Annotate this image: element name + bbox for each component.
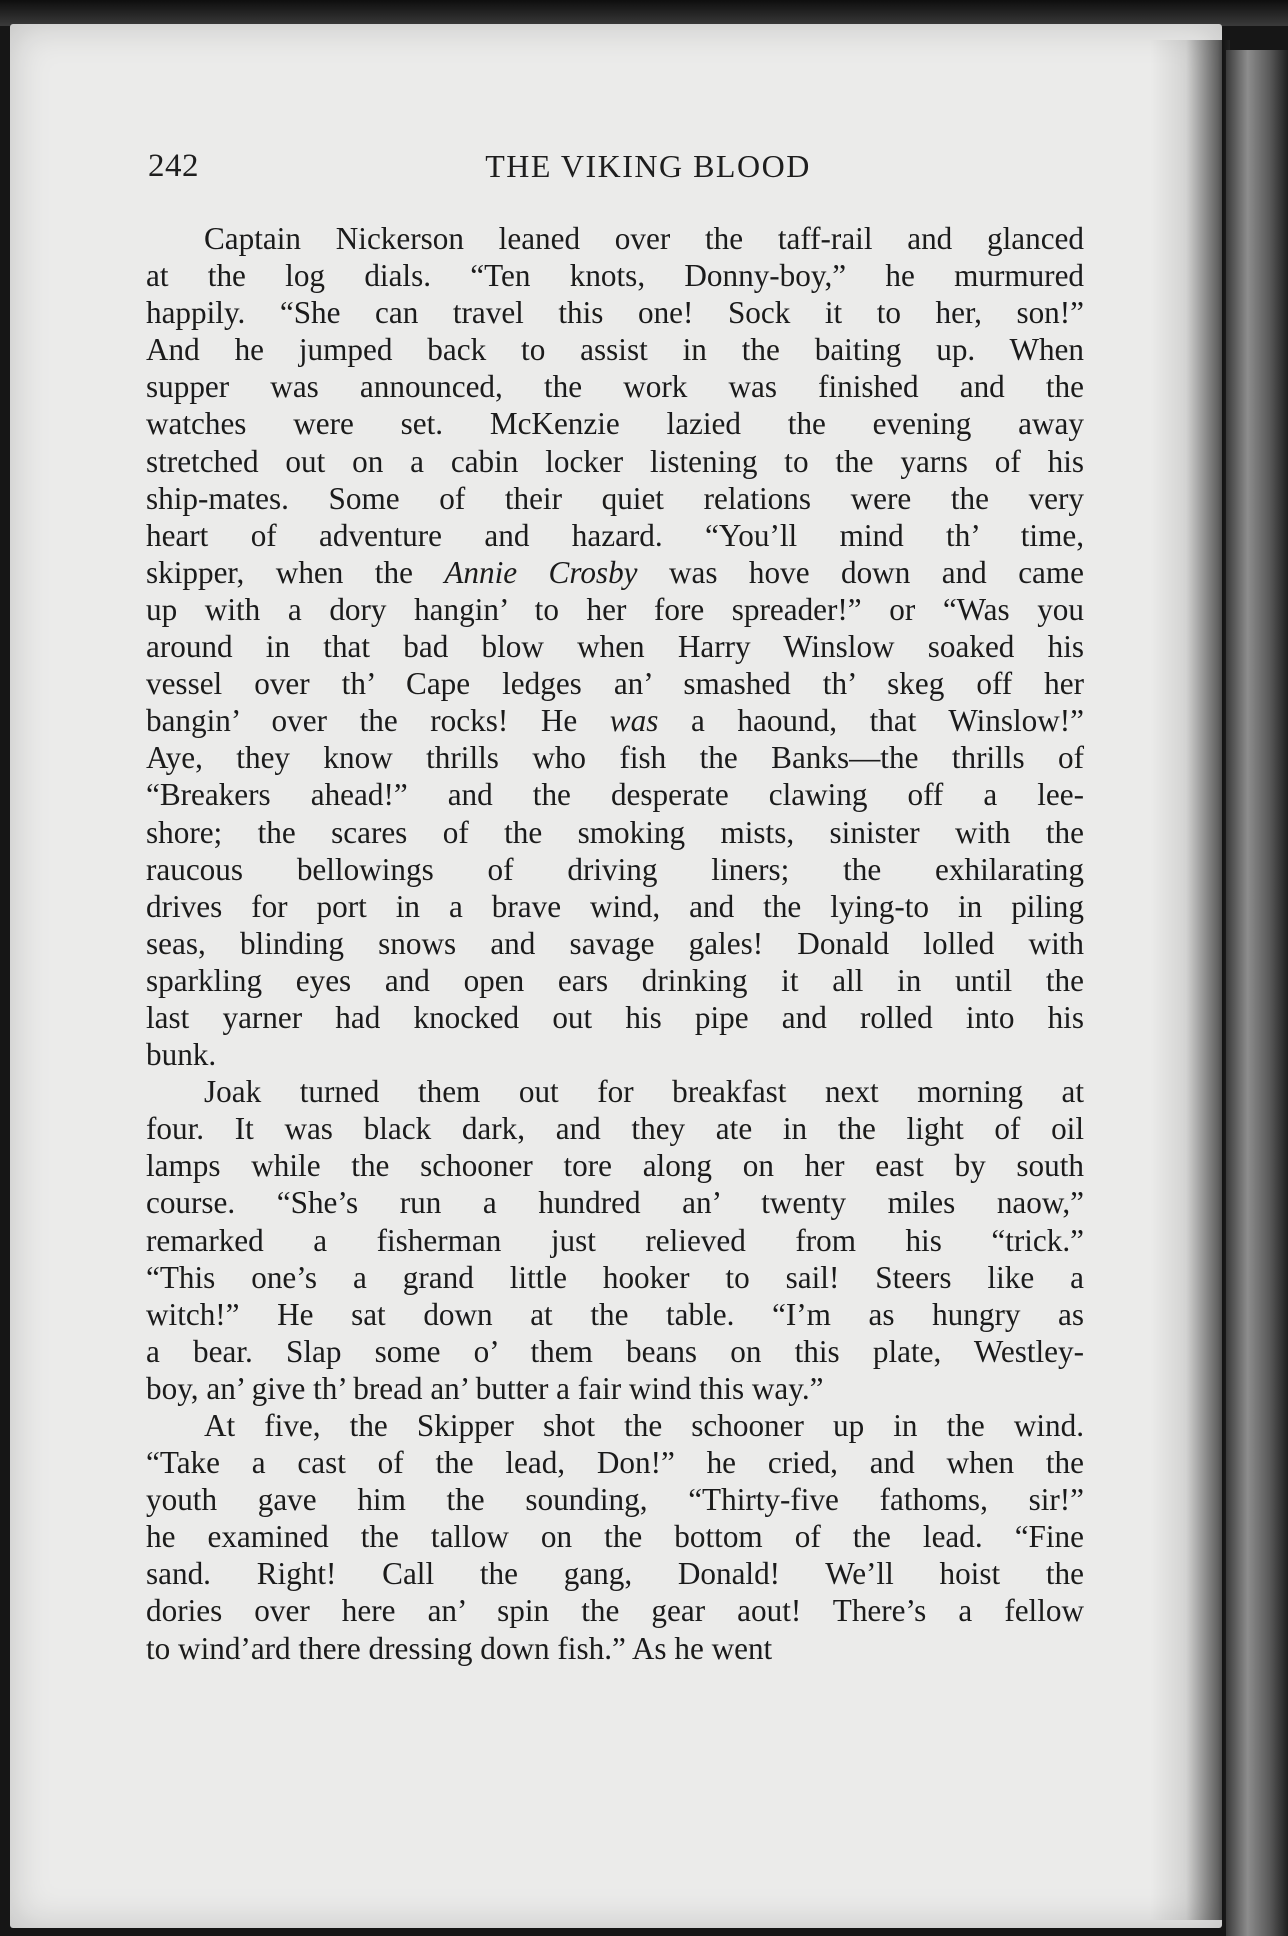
text-line — [146, 739, 1084, 776]
text-line — [146, 702, 1084, 739]
body-text — [146, 220, 1084, 1667]
text-segment: a haound, that Winslow!” — [658, 703, 1084, 739]
text-segment: remarked a fisherman just relieved from his “trick.” — [146, 1222, 1084, 1258]
text-line — [146, 1147, 1084, 1184]
text-segment: “This one’s a grand little hooker to sail! Steers like a — [146, 1259, 1084, 1295]
text-segment: drives for port in a brave wind, and the lying-to in piling — [146, 888, 1084, 924]
text-line — [146, 1333, 1084, 1370]
text-line — [146, 591, 1084, 628]
text-segment: vessel over th’ Cape ledges an’ smashed th’ skeg off her — [146, 666, 1084, 702]
text-segment: seas, blinding snows and savage gales! Donald lolled with — [146, 925, 1084, 961]
text-line — [146, 1184, 1084, 1221]
text-segment: to wind’ard there dressing down fish.” As he went — [146, 1630, 773, 1666]
text-line — [146, 1259, 1084, 1296]
text-segment: up with a dory hangin’ to her fore spreader!” or “Was you — [146, 591, 1084, 627]
text-line — [146, 1407, 1084, 1444]
text-line — [146, 628, 1084, 665]
text-segment: dories over here an’ spin the gear aout! There’s a fellow — [146, 1593, 1084, 1629]
text-segment: skipper, when the — [146, 554, 445, 590]
text-line — [146, 851, 1084, 888]
text-line — [146, 1481, 1084, 1518]
text-line — [146, 1592, 1084, 1629]
page-number: 242 — [148, 148, 199, 184]
text-line — [146, 1444, 1084, 1481]
book-spine — [1226, 50, 1288, 1936]
text-line — [146, 925, 1084, 962]
text-segment: watches were set. McKenzie lazied the evening away — [146, 406, 1084, 442]
text-line — [146, 814, 1084, 851]
text-segment: he examined the tallow on the bottom of the lead. “Fine — [146, 1519, 1084, 1555]
text-segment: sparkling eyes and open ears drinking it all in until the — [146, 962, 1084, 998]
italic-text: Annie Crosby — [444, 554, 638, 590]
text-segment: Captain Nickerson leaned over the taff-rail and glanced — [204, 221, 1084, 256]
text-line — [146, 888, 1084, 925]
text-line — [146, 1370, 1084, 1407]
text-line — [146, 665, 1084, 702]
text-line — [146, 999, 1084, 1036]
text-line — [146, 1036, 1084, 1073]
text-segment: ship-mates. Some of their quiet relations were the very — [146, 480, 1084, 516]
text-segment: lamps while the schooner tore along on her east by south — [146, 1148, 1084, 1184]
text-line — [146, 1630, 1084, 1667]
text-segment: stretched out on a cabin locker listening to the yarns of his — [146, 443, 1084, 479]
text-line — [146, 220, 1084, 257]
text-segment: around in that bad blow when Harry Winslow soaked his — [146, 629, 1084, 665]
text-segment: witch!” He sat down at the table. “I’m as hungry as — [146, 1296, 1084, 1332]
text-line — [146, 554, 1084, 591]
text-segment: “Breakers ahead!” and the desperate clawing off a lee- — [146, 777, 1084, 813]
paragraph — [146, 220, 1084, 1073]
scan-top-edge — [0, 0, 1288, 26]
text-line — [146, 962, 1084, 999]
text-line — [146, 480, 1084, 517]
text-segment: raucous bellowings of driving liners; the exhilarating — [146, 851, 1084, 887]
paragraph — [146, 1073, 1084, 1407]
text-segment: boy, an’ give th’ bread an’ butter a fair wind this way.” — [146, 1370, 824, 1406]
page-header — [148, 148, 1088, 198]
italic-text: was — [609, 703, 659, 739]
paragraph — [146, 1407, 1084, 1667]
text-line — [146, 294, 1084, 331]
text-line — [146, 331, 1084, 368]
text-segment: last yarner had knocked out his pipe and rolled into his — [146, 999, 1084, 1035]
text-line — [146, 1555, 1084, 1592]
text-line — [146, 1073, 1084, 1110]
text-line — [146, 1296, 1084, 1333]
text-segment: shore; the scares of the smoking mists, sinister with the — [146, 814, 1084, 850]
text-line — [146, 1110, 1084, 1147]
text-line — [146, 257, 1084, 294]
text-segment: bangin’ over the rocks! He — [146, 703, 610, 739]
text-segment: “Take a cast of the lead, Don!” he cried, and when the — [146, 1445, 1084, 1481]
text-line — [146, 517, 1084, 554]
text-segment: sand. Right! Call the gang, Donald! We’ll hoist the — [146, 1556, 1084, 1592]
text-segment: course. “She’s run a hundred an’ twenty miles naow,” — [146, 1185, 1084, 1221]
text-segment: supper was announced, the work was finished and the — [146, 369, 1084, 405]
text-segment: youth gave him the sounding, “Thirty-five fathoms, sir!” — [146, 1482, 1084, 1518]
text-segment: happily. “She can travel this one! Sock it to her, son!” — [146, 295, 1084, 331]
running-head: THE VIKING BLOOD — [485, 148, 811, 184]
text-line — [146, 405, 1084, 442]
text-segment: Aye, they know thrills who fish the Banks—the thrills of — [146, 740, 1084, 776]
text-segment: bunk. — [146, 1037, 217, 1073]
text-line — [146, 443, 1084, 480]
text-segment: was hove down and came — [637, 554, 1085, 590]
text-line — [146, 368, 1084, 405]
text-segment: heart of adventure and hazard. “You’ll mind th’ time, — [146, 517, 1084, 553]
text-segment: At five, the Skipper shot the schooner up in the wind. — [204, 1408, 1084, 1443]
text-segment: at the log dials. “Ten knots, Donny-boy,” he murmured — [146, 258, 1084, 294]
text-segment: And he jumped back to assist in the baiting up. When — [146, 332, 1084, 368]
text-line — [146, 1518, 1084, 1555]
page-gutter-shadow — [1150, 40, 1230, 1920]
text-line — [146, 776, 1084, 813]
text-line — [146, 1222, 1084, 1259]
text-segment: a bear. Slap some o’ them beans on this plate, Westley- — [146, 1333, 1084, 1369]
text-segment: Joak turned them out for breakfast next morning at — [204, 1074, 1084, 1110]
text-segment: four. It was black dark, and they ate in the light of oil — [146, 1111, 1084, 1147]
